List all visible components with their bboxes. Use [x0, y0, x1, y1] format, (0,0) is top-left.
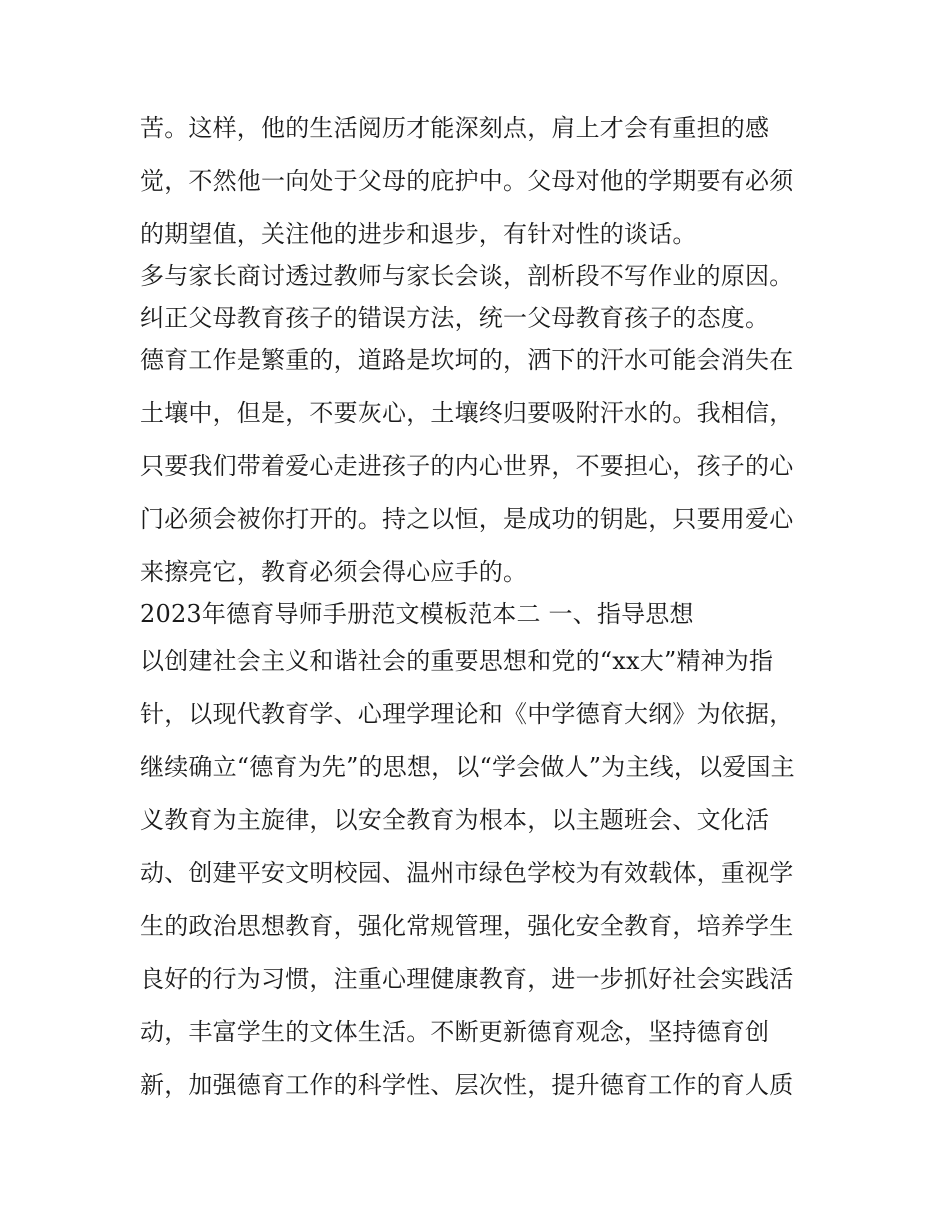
text-line: 只要我们带着爱心走进孩子的内心世界，不要担心，孩子的心 [140, 452, 794, 480]
text-line: 新，加强德育工作的科学性、层次性，提升德育工作的育人质 [140, 1071, 794, 1099]
section-heading: 2023年德育导师手册范文模板范本二 一、指导思想 [140, 600, 694, 628]
text-line: 苦。这样，他的生活阅历才能深刻点，肩上才会有重担的感 [140, 114, 770, 142]
text-line: 动，丰富学生的文体生活。不断更新德育观念，坚持德育创 [140, 1018, 770, 1046]
text-line: 动、创建平安文明校园、温州市绿色学校为有效载体，重视学 [140, 859, 794, 887]
text-line: 的期望值，关注他的进步和退步，有针对性的谈话。 [140, 220, 697, 248]
text-line: 多与家长商讨透过教师与家长会谈，剖析段不写作业的原因。 [140, 262, 794, 290]
text-line: 良好的行为习惯，注重心理健康教育，进一步抓好社会实践活 [140, 965, 794, 993]
text-line: 纠正父母教育孩子的错误方法，统一父母教育孩子的态度。 [140, 304, 770, 332]
text-line: 以创建社会主义和谐社会的重要思想和党的“xx大”精神为指 [140, 647, 774, 675]
text-line: 生的政治思想教育，强化常规管理，强化安全教育，培养学生 [140, 912, 794, 940]
text-line: 觉，不然他一向处于父母的庇护中。父母对他的学期要有必须 [140, 167, 794, 195]
text-line: 德育工作是繁重的，道路是坎坷的，洒下的汗水可能会消失在 [140, 346, 794, 374]
text-line: 土壤中，但是，不要灰心，土壤终归要吸附汗水的。我相信， [140, 399, 794, 427]
text-line: 来擦亮它，教育必须会得心应手的。 [140, 558, 528, 586]
text-line: 门必须会被你打开的。持之以恒，是成功的钥匙，只要用爱心 [140, 505, 794, 533]
text-line: 继续确立“德育为先”的思想，以“学会做人”为主线，以爱国主 [140, 753, 795, 781]
text-line: 针，以现代教育学、心理学理论和《中学德育大纲》为依据， [140, 700, 794, 728]
document-body [140, 108, 820, 1105]
text-line: 义教育为主旋律，以安全教育为根本，以主题班会、文化活 [140, 806, 770, 834]
